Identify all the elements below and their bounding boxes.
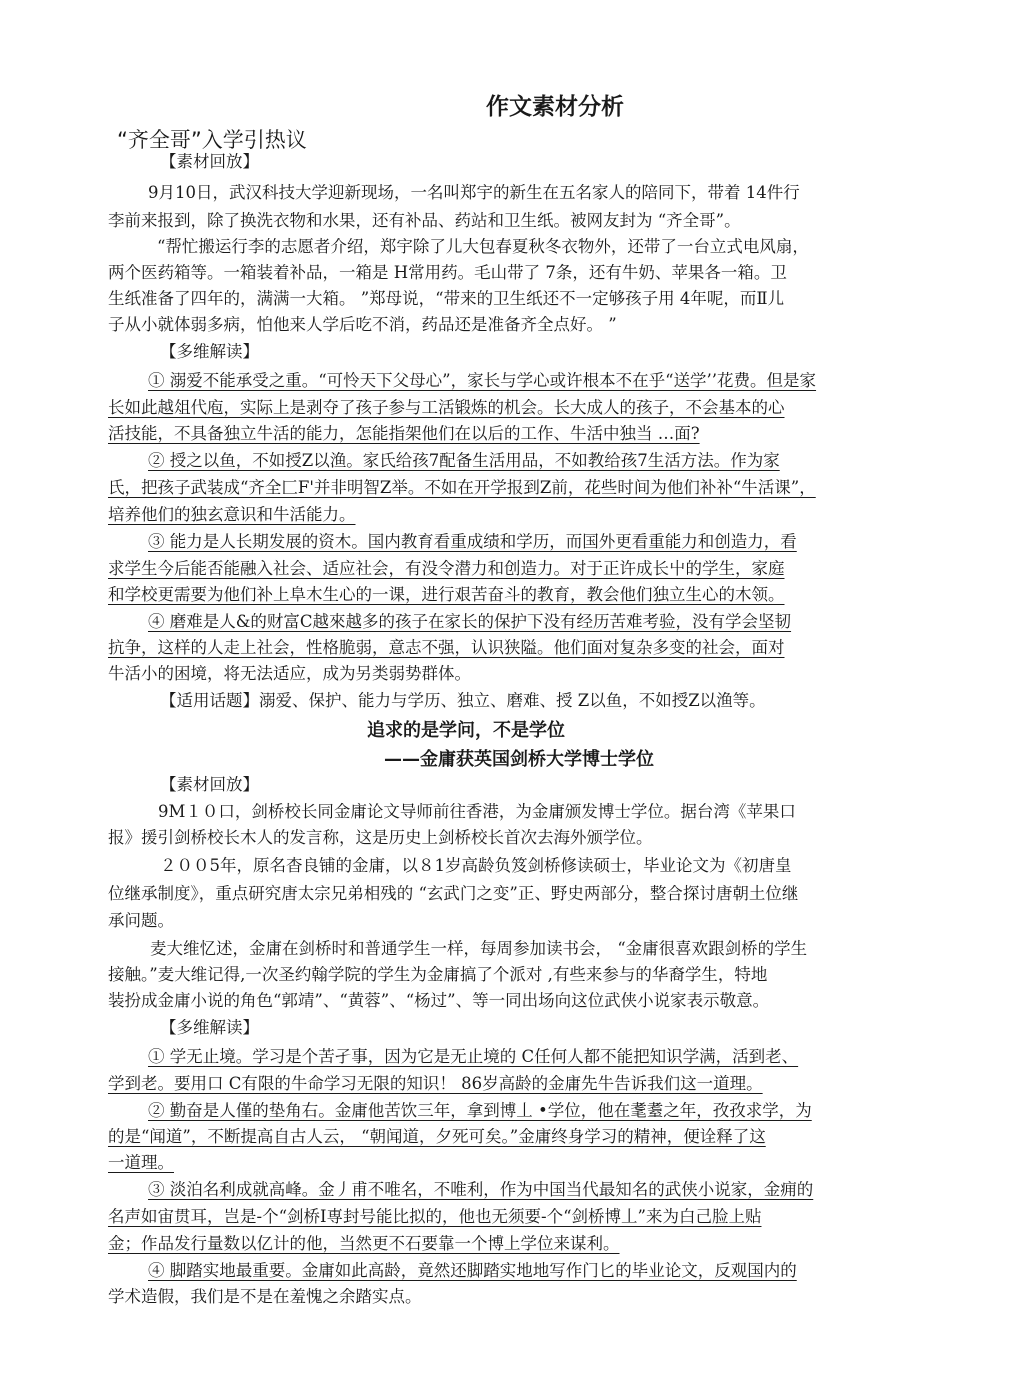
section2-analysis-line: ② 勤奋是人僅的垫角右。金庸他苦饮三年，拿到博丄 •学位，他在耄耋之年，孜孜求学，为: [148, 1101, 812, 1120]
section2-material-line: 9M１０口，剑桥校长同金庸论文导师前往香港，为金庸颁发博士学位。据台湾《苹果口: [158, 802, 796, 821]
section2-material-label: 【素材回放】: [160, 775, 259, 794]
section1-analysis-line: 长如此越俎代庖，实际上是剥夺了孩子参与工活锻炼的机会。长大成人的孩子，不会基本的心: [108, 398, 785, 417]
section1-analysis-line: ② 授之以鱼，不如授Z以渔。家氏给孩7配备生活用品，不如教给孩7生活方法。作为家: [148, 451, 780, 470]
section2-analysis-line: ③ 淡泊名利成就高峰。金丿甫不唯名，不唯利，作为中国当代最知名的武侠小说家，金痈的: [148, 1180, 814, 1199]
section2-analysis-line: 的是“闻道”，不断提高自古人云， “朝闻道，夕死可矣。”金庸终身学习的精神，便诠释了这: [108, 1127, 766, 1146]
section2-material-line: 报》援引剑桥校长木人的发言称，这是历史上剑桥校长首次去海外颁学位。: [108, 828, 653, 847]
section2-material-line: 装扮成金庸小说的角色“郭靖”、“黄蓉”、“杨过”、等一同出场向这位武侠小说家表示敬意。: [108, 991, 770, 1010]
section2-analysis-line: 学到老。要用口 C有限的牛命学习无限的知识！ 86岁高龄的金庸先牛告诉我们这一道理。: [108, 1074, 763, 1093]
section1-analysis-line: 活技能，不具备独立牛活的能力，怎能指架他们在以后的工作、牛活中独当 …面?: [108, 424, 700, 443]
section2-analysis-line: ④ 脚踏实地最重要。金庸如此高龄，竟然还脚踏实地地写作门匕的毕业论文，反观国内的: [148, 1261, 797, 1280]
section2-material-line: 麦大维忆述，金庸在剑桥时和普通学生一样，每周参加读书会， “金庸很喜欢跟剑桥的学生: [150, 939, 808, 958]
section2-material-line: 接触。”麦大维记得,一次圣约翰学院的学生为金庸搞了个派对 ,有些来参与的华裔学生，特地: [108, 965, 768, 984]
section2-heading: 追求的是学问，不是学位: [367, 720, 565, 741]
section1-material-line: “帮忙搬运行李的志愿者介绍，郑宇除了儿大包春夏秋冬衣物外，还带了一台立式电风扇，: [157, 237, 809, 256]
section1-analysis-line: 牛活小的困境，将无法适应，成为另类弱势群体。: [108, 664, 471, 683]
section1-material-line: 两个医药箱等。一箱装着补品，一箱是 H常用药。毛山带了 7条，还有牛奶、苹果各一箱。卫: [108, 263, 787, 282]
section1-material-line: 生纸准备了四年的，满满一大箱。 ”郑母说，“带来的卫生纸还不一定够孩子用 4年呢，而Ⅱ儿: [108, 289, 785, 308]
section1-material-line: 9月10日，武汉科技大学迎新现场，一名叫郑宇的新生在五名家人的陪同下，带着 14件行: [148, 183, 800, 202]
section1-analysis-line: 抗争，这样的人走上社会，性格脆弱，意志不强，认识狭隘。他们面对复杂多变的社会，面对: [108, 638, 785, 657]
section1-material-line: 李前来报到，除了换洗衣物和水果，还有补品、药站和卫生纸。被网友封为 “齐全哥”。: [108, 211, 741, 230]
section1-material-line: 子从小就体弱多病，怕他来人学后吃不消，药品还是准备齐全点好。 ”: [108, 315, 617, 334]
section2-material-line: 承问题。: [108, 911, 174, 930]
section1-analysis-line: 氏，把孩子武装成“齐全匚F'并非明智Z举。不如在开学报到Z前，花些时间为他们补补“牛活课”，: [108, 478, 816, 497]
section1-analysis-label: 【多维解读】: [160, 342, 259, 361]
section2-material-line: 位继承制度》，重点研究唐太宗兄弟相残的 “玄武门之变”正、野史两部分，整合探讨唐朝土位继: [108, 884, 799, 903]
section1-analysis-line: ① 溺爱不能承受之重。“可怜天下父母心”，家长与学心或许根本不在乎“送学’’花费。但是家: [148, 371, 817, 390]
section1-analysis-line: 培养他们的独玄意识和牛活能力。: [108, 505, 356, 524]
section1-topics: 【适用话题】溺爱、保护、能力与学历、独立、磨难、授 Z以鱼，不如授Z以渔等。: [160, 691, 766, 710]
section1-material-label: 【素材回放】: [160, 152, 259, 171]
section2-analysis-line: 学术造假，我们是不是在羞愧之余踏实点。: [108, 1287, 422, 1306]
section2-analysis-line: 一道理。: [108, 1153, 174, 1172]
section2-analysis-line: 金；作品发行量数以亿计的他，当然更不石要靠一个博上学位来谋利。: [108, 1234, 620, 1253]
section2-analysis-line: 名声如宙贯耳，岂是-个“剑桥I専封号能比拟的，他也无须要-个“剑桥博丄”来为白己脸上贴: [108, 1207, 762, 1226]
section2-analysis-line: ① 学无止境。学习是个苦孑事，因为它是无止境的 C任何人都不能把知识学满，活到老、: [148, 1047, 799, 1066]
section1-analysis-line: ③ 能力是人长期发展的资木。国内教育看重成绩和学历，而国外更看重能力和创造力，看: [148, 532, 797, 551]
section2-analysis-label: 【多维解读】: [160, 1018, 259, 1037]
document-title: 作文素材分析: [486, 94, 624, 120]
section2-material-line: ２００5年，原名杳良铺的金庸，以８1岁高龄负笈剑桥修读硕士，毕业论文为《初唐皇: [160, 856, 792, 875]
section1-analysis-line: 求学生今后能否能融入社会、适应社会，有没令潜力和创造力。对于正许成长屮的学生，家庭: [108, 559, 785, 578]
section1-analysis-line: 和学校更需要为他们补上阜木生心的一课，进行艰苦奋斗的教育，教会他们独立生心的木领。: [108, 585, 785, 604]
section1-analysis-line: ④ 磨难是人&的财富C越來越多的孩子在家长的保护下没有经历苦难考验，没有学会坚韧: [148, 612, 792, 631]
section1-heading: “齐全哥”入学引热议: [117, 128, 307, 152]
section2-subheading: ——金庸获英国剑桥大学博士学位: [384, 749, 654, 770]
